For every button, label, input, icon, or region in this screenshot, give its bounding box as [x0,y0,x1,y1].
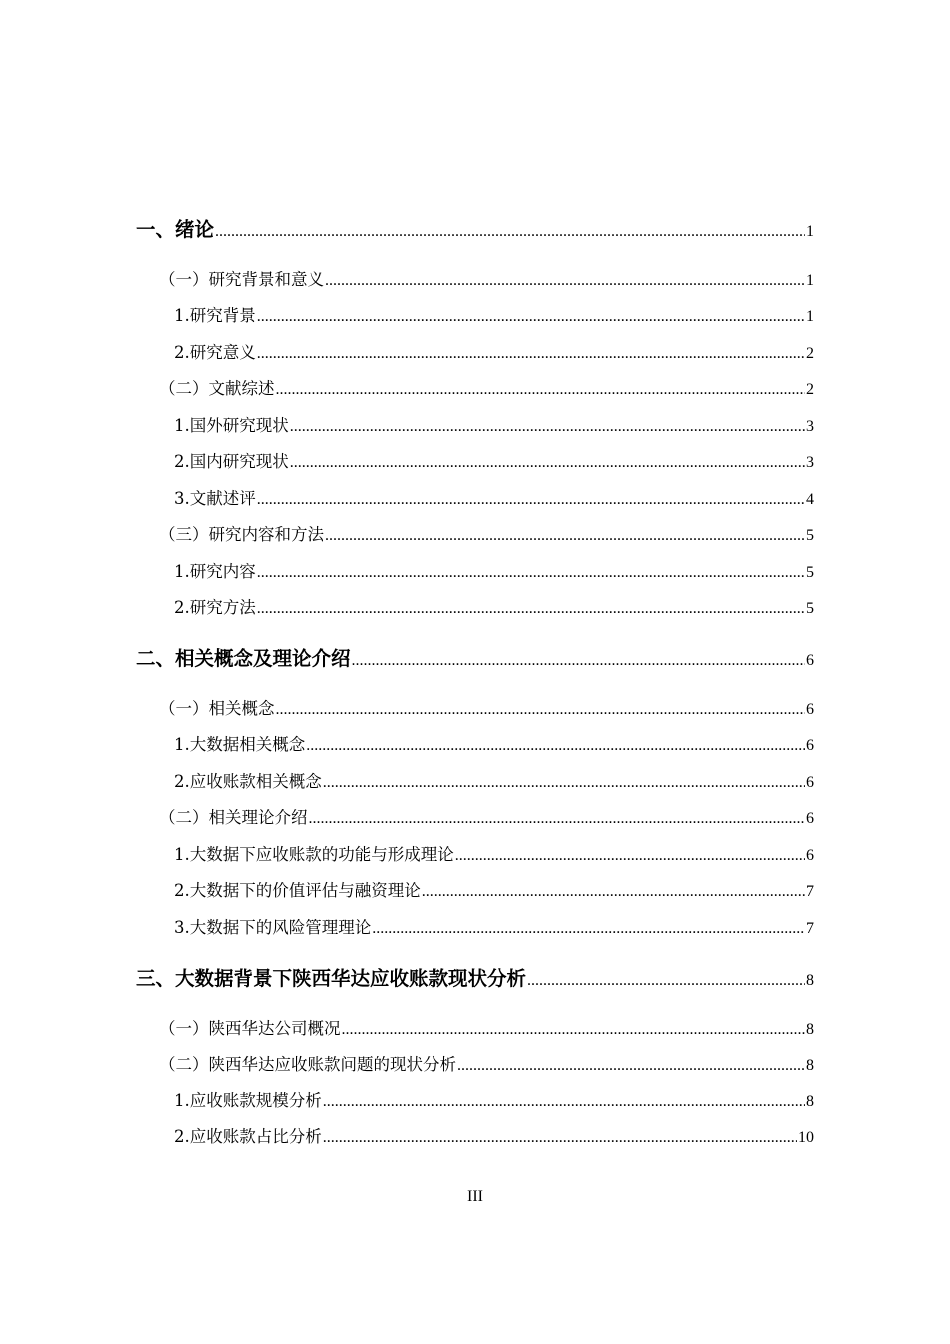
toc-page-number: 6 [806,774,814,791]
toc-entry[interactable] [174,448,814,472]
toc-page-number: 6 [806,701,814,718]
toc-entry-label: （一）陕西华达公司概况 [159,1019,341,1038]
toc-entry-label: 2.研究意义 [174,343,256,362]
toc-entry[interactable] [159,375,814,399]
toc-page-number: 8 [806,1057,814,1074]
toc-dot-leader [257,345,805,363]
toc-entry[interactable] [159,1015,814,1039]
toc-entry[interactable] [174,594,814,618]
toc-dot-leader [527,972,805,990]
toc-dot-leader [257,491,805,509]
toc-dot-leader [215,223,805,241]
page-footer [0,1188,950,1206]
toc-dot-leader [422,883,805,901]
toc-dot-leader [455,847,805,865]
toc-entry[interactable] [174,877,814,901]
toc-dot-leader [352,652,805,670]
toc-page-number: 5 [806,600,814,617]
toc-dot-leader [290,454,805,472]
toc-entry-label: 一、绪论 [136,218,215,241]
toc-entry-label: 2.大数据下的价值评估与融资理论 [174,881,421,900]
toc-page-number: 5 [806,564,814,581]
toc-entry-label: 2.研究方法 [174,598,256,617]
toc-entry[interactable] [174,914,814,938]
toc-entry-label: 2.应收账款占比分析 [174,1127,322,1146]
toc-entry-label: 2.国内研究现状 [174,452,289,471]
page-number: III [467,1188,483,1205]
toc-entry-label: （二）文献综述 [159,379,275,398]
toc-page-number: 7 [806,920,814,937]
toc-dot-leader [372,920,805,938]
toc-page-number: 8 [806,1021,814,1038]
toc-dot-leader [323,1129,797,1147]
toc-page-number: 6 [806,847,814,864]
toc-entry[interactable] [159,266,814,290]
toc-page-number: 1 [806,223,814,240]
toc-entry-label: （二）相关理论介绍 [159,808,308,827]
toc-entry[interactable] [136,963,814,991]
toc-entry-label: 3.文献述评 [174,489,256,508]
toc-page-number: 4 [806,491,814,508]
toc-page-number: 1 [806,272,814,289]
toc-entry-label: （一）相关概念 [159,699,275,718]
toc-dot-leader [325,272,805,290]
toc-entry-label: 1.国外研究现状 [174,416,289,435]
toc-page-number: 6 [806,810,814,827]
toc-entry[interactable] [174,339,814,363]
toc-entry-label: 3.大数据下的风险管理理论 [174,918,372,937]
toc-entry[interactable] [174,558,814,582]
toc-entry-label: 三、大数据背景下陕西华达应收账款现状分析 [136,967,527,990]
toc-entry-label: 1.大数据下应收账款的功能与形成理论 [174,845,454,864]
toc-page-number: 5 [806,527,814,544]
toc-entry[interactable] [174,731,814,755]
toc-entry[interactable] [174,1123,814,1147]
toc-entry-label: 1.大数据相关概念 [174,735,306,754]
toc-entry[interactable] [174,768,814,792]
toc-page-number: 6 [806,737,814,754]
toc-entry-label: （一）研究背景和意义 [159,270,324,289]
toc-dot-leader [257,308,805,326]
toc-entry[interactable] [174,1087,814,1111]
toc-page-number: 2 [806,345,814,362]
toc-page-number: 8 [806,1093,814,1110]
toc-page-number: 7 [806,883,814,900]
toc-page-number: 3 [806,418,814,435]
toc-dot-leader [323,774,805,792]
toc-dot-leader [325,527,805,545]
toc-entry[interactable] [174,841,814,865]
toc-entry[interactable] [159,804,814,828]
toc-entry-label: 2.应收账款相关概念 [174,772,322,791]
toc-page-number: 2 [806,381,814,398]
toc-entry[interactable] [159,521,814,545]
toc-entry[interactable] [174,412,814,436]
toc-dot-leader [257,600,805,618]
toc-dot-leader [457,1057,805,1075]
toc-dot-leader [290,418,805,436]
toc-dot-leader [323,1093,805,1111]
toc-entry-label: （二）陕西华达应收账款问题的现状分析 [159,1055,456,1074]
toc-entry[interactable] [136,643,814,671]
toc-entry-label: 1.应收账款规模分析 [174,1091,322,1110]
toc-dot-leader [276,381,806,399]
toc-dot-leader [276,701,806,719]
toc-page-number: 8 [806,972,814,989]
toc-dot-leader [342,1021,806,1039]
toc-entry[interactable] [136,214,814,242]
toc-page-number: 10 [798,1129,814,1146]
toc-dot-leader [306,737,805,755]
toc-page-number: 3 [806,454,814,471]
toc-entry[interactable] [159,1051,814,1075]
toc-entry[interactable] [159,695,814,719]
toc-entry-label: 1.研究内容 [174,562,256,581]
toc-dot-leader [257,564,805,582]
toc-entry[interactable] [174,485,814,509]
toc-page-number: 1 [806,308,814,325]
toc-page-number: 6 [806,652,814,669]
toc-dot-leader [309,810,806,828]
toc-entry[interactable] [174,302,814,326]
toc-entry-label: 二、相关概念及理论介绍 [136,647,351,670]
toc-entry-label: （三）研究内容和方法 [159,525,324,544]
toc-entry-label: 1.研究背景 [174,306,256,325]
